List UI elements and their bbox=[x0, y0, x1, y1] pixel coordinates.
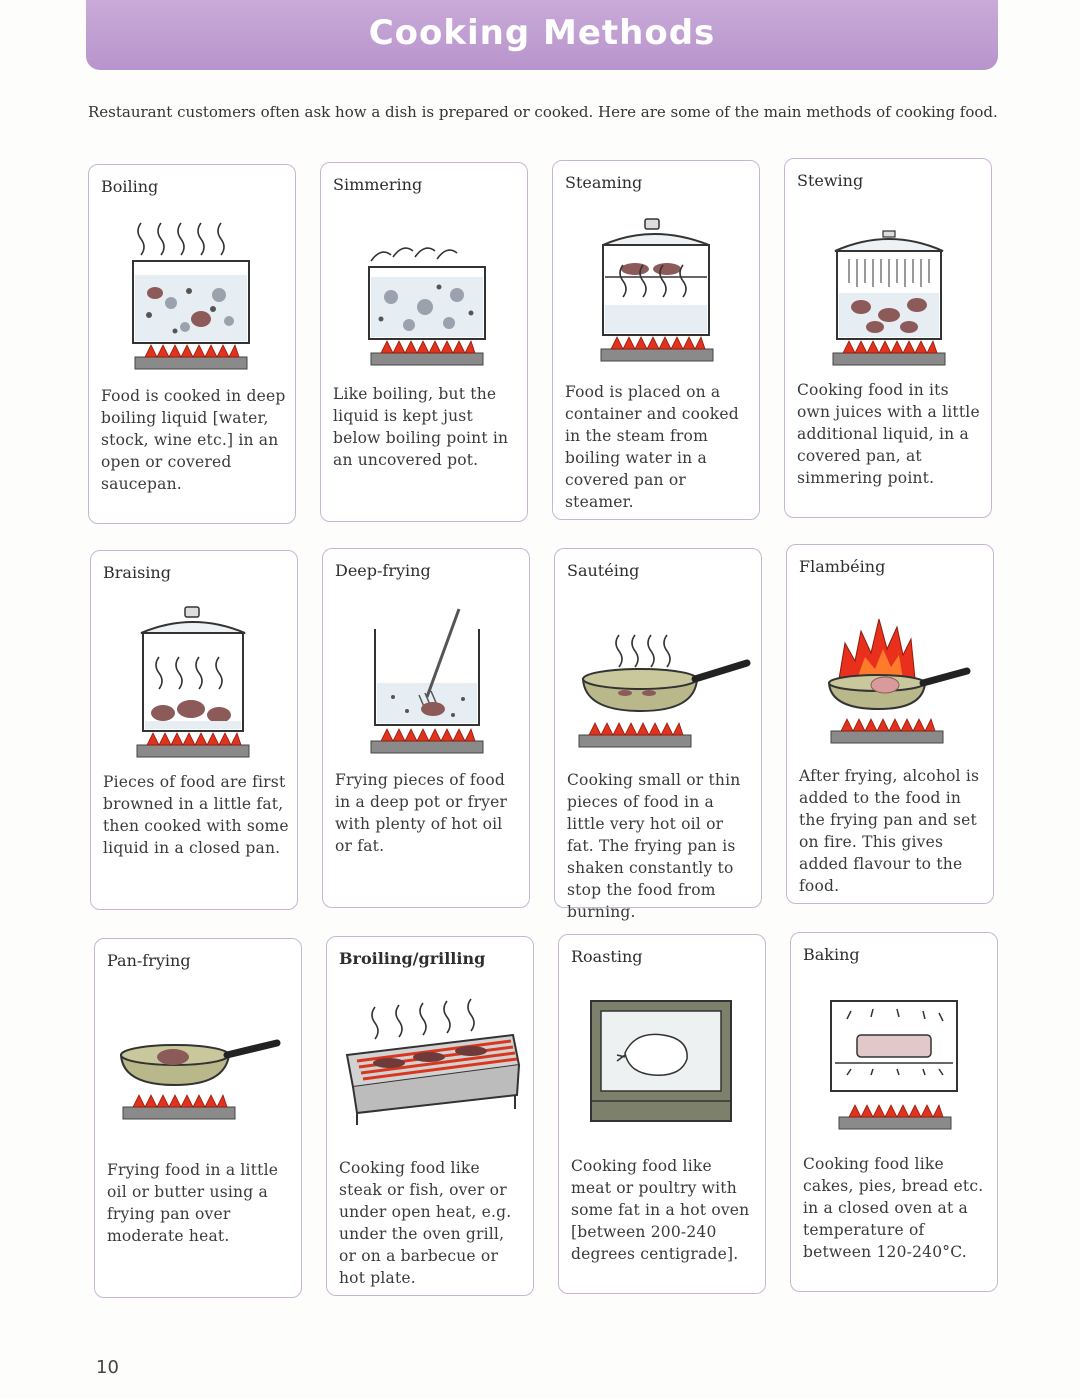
method-card-sauteing bbox=[554, 548, 762, 921]
method-title: Braising bbox=[103, 563, 171, 582]
steamer-icon bbox=[553, 199, 761, 379]
method-title: Broiling/grilling bbox=[339, 949, 486, 968]
method-card-broiling-grilling bbox=[326, 936, 534, 1296]
simmering-pot-icon bbox=[321, 201, 529, 381]
method-title: Deep-frying bbox=[335, 561, 431, 580]
method-card-pan-frying bbox=[94, 938, 302, 1298]
boiling-pot-icon bbox=[89, 203, 297, 383]
method-title: Baking bbox=[803, 945, 860, 964]
page-number: 10 bbox=[96, 1357, 119, 1378]
method-card-boiling bbox=[88, 164, 296, 524]
oven-roast-icon bbox=[559, 973, 767, 1153]
grill-icon bbox=[327, 975, 535, 1155]
title-banner bbox=[86, 0, 998, 70]
method-card-baking bbox=[790, 932, 998, 1292]
method-description: Pieces of food are first browned in a little fat, then cooked with some liquid in a closed pan. bbox=[103, 773, 289, 857]
saute-pan-icon bbox=[555, 587, 763, 767]
method-card-deep-frying bbox=[322, 548, 530, 908]
method-title: Steaming bbox=[565, 173, 643, 192]
method-card-roasting bbox=[558, 934, 766, 1294]
method-description: Cooking food like steak or fish, over or under open heat, e.g. under the oven grill, or on a barbecue or hot plate. bbox=[339, 1159, 512, 1287]
method-title: Sautéing bbox=[567, 561, 640, 580]
method-description: Frying pieces of food in a deep pot or fryer with plenty of hot oil or fat. bbox=[335, 771, 508, 855]
oven-bake-icon bbox=[791, 971, 999, 1151]
method-card-steaming bbox=[552, 160, 760, 520]
method-description: After frying, alcohol is added to the food in the frying pan and set on fire. This gives added flavour to the food. bbox=[799, 767, 980, 895]
method-title: Pan-frying bbox=[107, 951, 191, 970]
method-title: Stewing bbox=[797, 171, 864, 190]
method-description: Food is cooked in deep boiling liquid [water, stock, wine etc.] in an open or covered saucepan. bbox=[101, 387, 286, 493]
deep-fryer-icon bbox=[323, 587, 531, 767]
method-card-braising bbox=[90, 550, 298, 910]
method-title: Roasting bbox=[571, 947, 643, 966]
flambe-pan-icon bbox=[787, 583, 995, 763]
method-title: Flambéing bbox=[799, 557, 886, 576]
method-description: Cooking food in its own juices with a little additional liquid, in a covered pan, at simmering point. bbox=[797, 381, 980, 487]
intro-text: Restaurant customers often ask how a dish is prepared or cooked. Here are some of the main methods of cooking food. bbox=[88, 103, 998, 121]
page-title: Cooking Methods bbox=[368, 13, 716, 53]
stew-pot-icon bbox=[785, 197, 993, 377]
method-title: Boiling bbox=[101, 177, 159, 196]
method-description: Food is placed on a container and cooked in the steam from boiling water in a covered pan or steamer. bbox=[565, 383, 739, 511]
method-card-stewing bbox=[784, 158, 992, 518]
method-card-flambeing bbox=[786, 544, 994, 904]
method-card-simmering bbox=[320, 162, 528, 522]
method-description: Frying food in a little oil or butter using a frying pan over moderate heat. bbox=[107, 1161, 279, 1245]
method-description: Cooking small or thin pieces of food in a little very hot oil or fat. The frying pan is shaken constantly to stop the food from burning. bbox=[567, 771, 741, 921]
method-title: Simmering bbox=[333, 175, 423, 194]
braising-pot-icon bbox=[91, 589, 299, 769]
frying-pan-icon bbox=[95, 977, 303, 1157]
method-description: Like boiling, but the liquid is kept just below boiling point in an uncovered pot. bbox=[333, 385, 509, 469]
method-description: Cooking food like cakes, pies, bread etc. in a closed oven at a temperature of between 120-240°C. bbox=[803, 1155, 984, 1261]
method-description: Cooking food like meat or poultry with some fat in a hot oven [between 200-240 degrees centigrade]. bbox=[571, 1157, 750, 1263]
